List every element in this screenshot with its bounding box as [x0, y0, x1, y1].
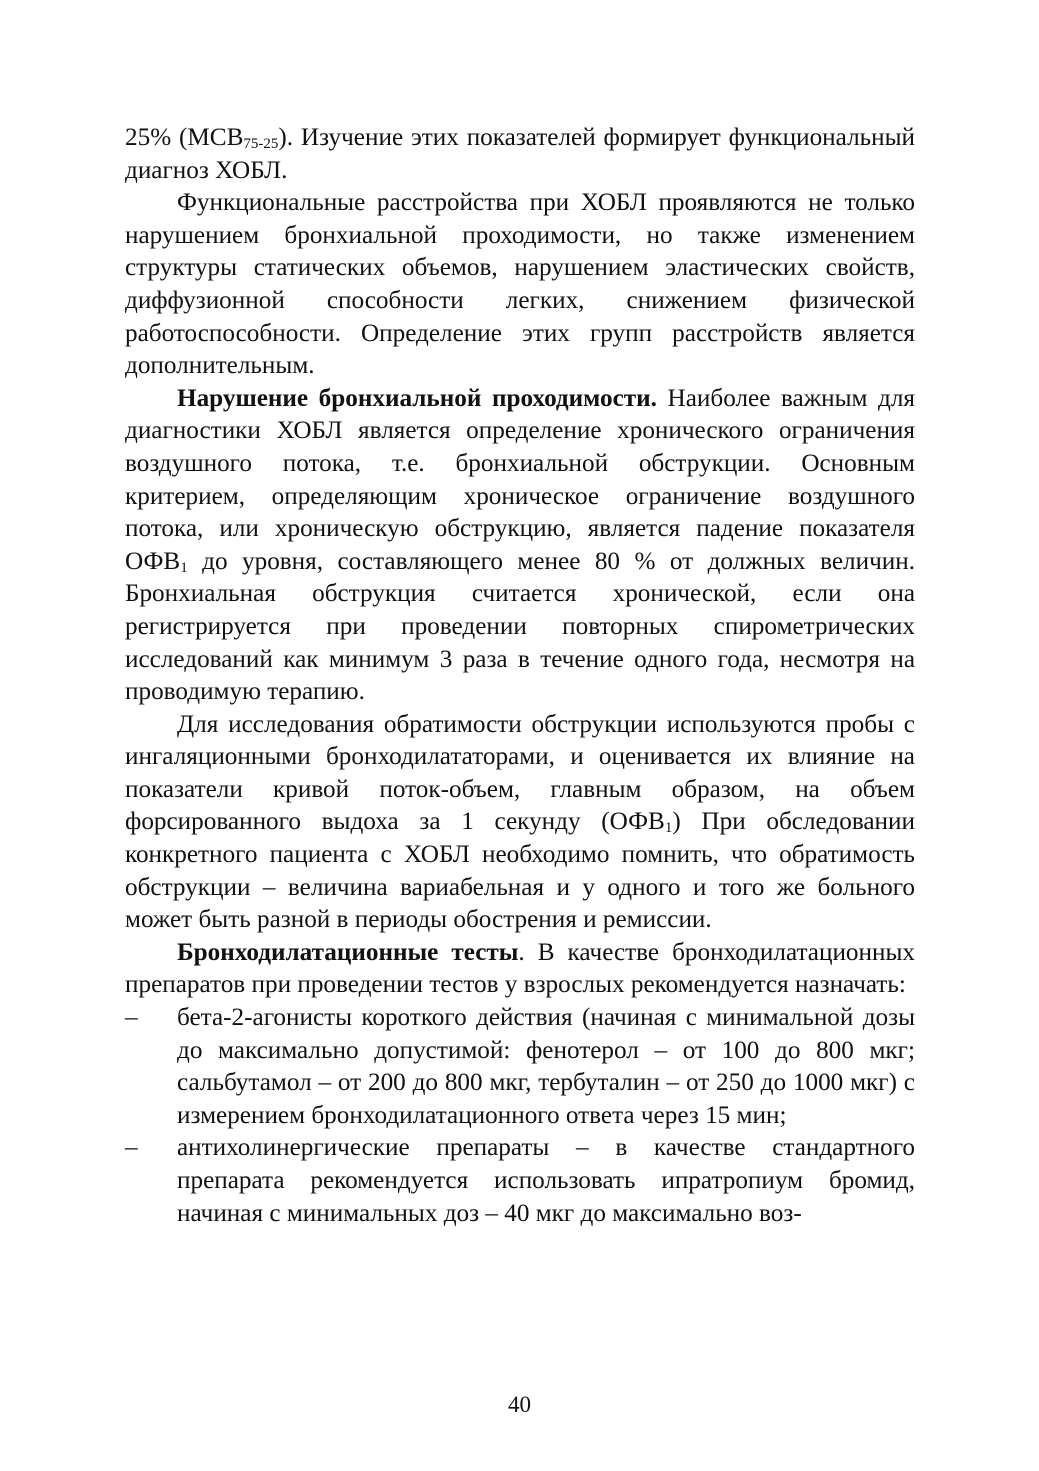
paragraph-bronchial-obstruction: [125, 383, 915, 709]
list-marker: –: [125, 1134, 138, 1162]
list-marker: –: [125, 1004, 138, 1032]
subscript: 1: [180, 559, 188, 576]
paragraph-text: . В качестве бронходилатационных препаратов при проведении тестов у взрослых рекомендуется назначать:: [125, 938, 915, 999]
page-number: 40: [508, 1392, 531, 1417]
paragraph-text: Для исследования обратимости обструкции используются пробы с ингаляционными бронходилататорами, и оценивается их влияние на показатели кривой поток-объем, главным образом, на объем форсированного выдоха за 1 секунду (ОФВ: [125, 710, 915, 836]
paragraph-functional-disorders: Функциональные расстройства при ХОБЛ проявляются не только нарушением бронхиальной проходимости, но также изменением структуры статических объемов, нарушением эластических свойств, диффузионной способности легких, снижением физической работоспособности. Определение этих групп расстройств является дополнительным.: [125, 189, 915, 380]
paragraph-bronchodilation-tests: [125, 937, 915, 1002]
paragraph-text: Наиболее важным для диагностики ХОБЛ является определение хронического ограничения воздушного потока, т.е. бронхиальной обструкции. Основным критерием, определяющим хроническое ограничение воздушного потока, или хроническую обструкцию, является падение показателя ОФВ: [125, 384, 915, 575]
list-item: [125, 1132, 915, 1230]
paragraph-text: ) При обследовании конкретного пациента с ХОБЛ необходимо помнить, что обратимость обструкции – величина вариабельная и у одного и того же больного может быть разной в периоды обострения и ремиссии.: [125, 808, 915, 934]
list-item-text: антихолинергические препараты – в качестве стандартного препарата рекомендуется использовать ипратропиум бромид, начиная с минимальных доз – 40 мкг до максимально воз-: [177, 1134, 915, 1227]
section-heading: Нарушение бронхиальной проходимости.: [177, 384, 657, 412]
list-item-text: бета-2-агонисты короткого действия (начиная с минимальной дозы до максимально допустимой: фенотерол – от 100 до 800 мкг; сальбутамол – от 200 до 800 мкг, тербуталин – от 250 до 1000 мкг) с измерением бронходилатационного ответа через 15 мин;: [177, 1004, 915, 1129]
section-heading: Бронходилатационные тесты: [177, 938, 519, 966]
list-item: [125, 1002, 915, 1132]
subscript: 1: [664, 820, 673, 837]
document-page: [125, 122, 915, 1230]
paragraph-text: ). Изучение этих показателей формирует функциональный диагноз ХОБЛ.: [125, 124, 916, 184]
subscript: 75-25: [243, 136, 279, 152]
paragraph-text: до уровня, составляющего менее 80 % от должных величин. Бронхиальная обструкция считается хронической, если она регистрируется при проведении повторных спирометрических исследований как минимум 3 раза в течение одного года, несмотря на проводимую терапию.: [125, 547, 915, 706]
drug-list: [125, 1002, 915, 1230]
paragraph-text: 25% (МСВ: [125, 124, 244, 151]
paragraph-reversibility: [125, 709, 915, 937]
paragraph-continuation: [125, 122, 915, 187]
